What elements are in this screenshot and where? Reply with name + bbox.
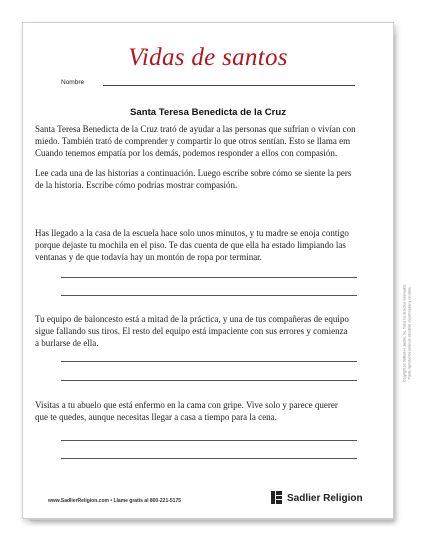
brand-name: Sadlier Religion: [287, 493, 363, 504]
instructions-paragraph: [35, 167, 395, 191]
name-label: Nombre: [61, 79, 85, 86]
story-line: que te quedes, aunque necesitas llegar a casa a tiempo para la cena.: [35, 412, 277, 422]
instructions-line: de la historia. Escribe cómo podrías mostrar compasión.: [35, 180, 238, 190]
intro-line: miedo. También trató de comprender y compartir lo que otros sentían. Esto se llama em: [35, 136, 351, 146]
answer-line[interactable]: [61, 458, 357, 459]
answer-line[interactable]: [61, 277, 357, 278]
answer-line[interactable]: [61, 295, 357, 296]
saint-heading: Santa Teresa Benedicta de la Cruz: [129, 107, 287, 118]
sadlier-logo-icon: [271, 491, 282, 504]
story-1: [35, 227, 395, 263]
instructions-line: Lee cada una de las historias a continuación. Luego escribe sobre cómo se siente la pers: [35, 168, 352, 178]
story-line: Has llegado a la casa de la escuela hace solo unos minutos, y tu madre se enoja contigo: [35, 228, 349, 238]
worksheet-title: Vidas de santos: [128, 44, 288, 71]
answer-line[interactable]: [61, 380, 357, 381]
permission-line: Puede reproducirse para uso educativo en parroquias y escuelas.: [407, 286, 411, 380]
intro-paragraph: [35, 123, 395, 159]
intro-line: Santa Teresa Benedicta de la Cruz trató de ayudar a las personas que sufrían o vivían con: [35, 124, 356, 134]
story-line: porque dejaste tu mochila en el piso. Te das cuenta de que ella ha estado limpiando las: [35, 240, 346, 250]
story-3: [35, 399, 395, 423]
name-field-line[interactable]: [103, 85, 355, 86]
story-line: Tu equipo de baloncesto está a mitad de la práctica, y una de tus compañeras de equipo: [35, 314, 349, 324]
copyright-line: Copyright por William H. Sadlier, Inc. Todos los derechos reservados.: [402, 284, 407, 382]
story-line: Visitas a tu abuelo que está enfermo en la cama con gripe. Vive solo y parece querer: [35, 400, 338, 410]
story-2: [35, 313, 395, 349]
intro-line: Cuando tenemos empatía por los demás, podemos responder a ellos con compasión.: [35, 148, 338, 158]
answer-line[interactable]: [61, 361, 357, 362]
footer-contact: www.SadlierReligion.com • Llame gratis al 800-221-5175: [48, 498, 182, 504]
answer-line[interactable]: [61, 440, 357, 441]
worksheet-page: [22, 22, 411, 519]
story-line: a burlarse de ella.: [35, 338, 99, 348]
story-line: ventanas y de que todavía hay un montón de ropa por terminar.: [35, 252, 262, 262]
story-line: sigue fallando sus tiros. El resto del equipo está impaciente con sus errores y comienza: [35, 326, 348, 336]
copyright-note: [403, 284, 412, 382]
